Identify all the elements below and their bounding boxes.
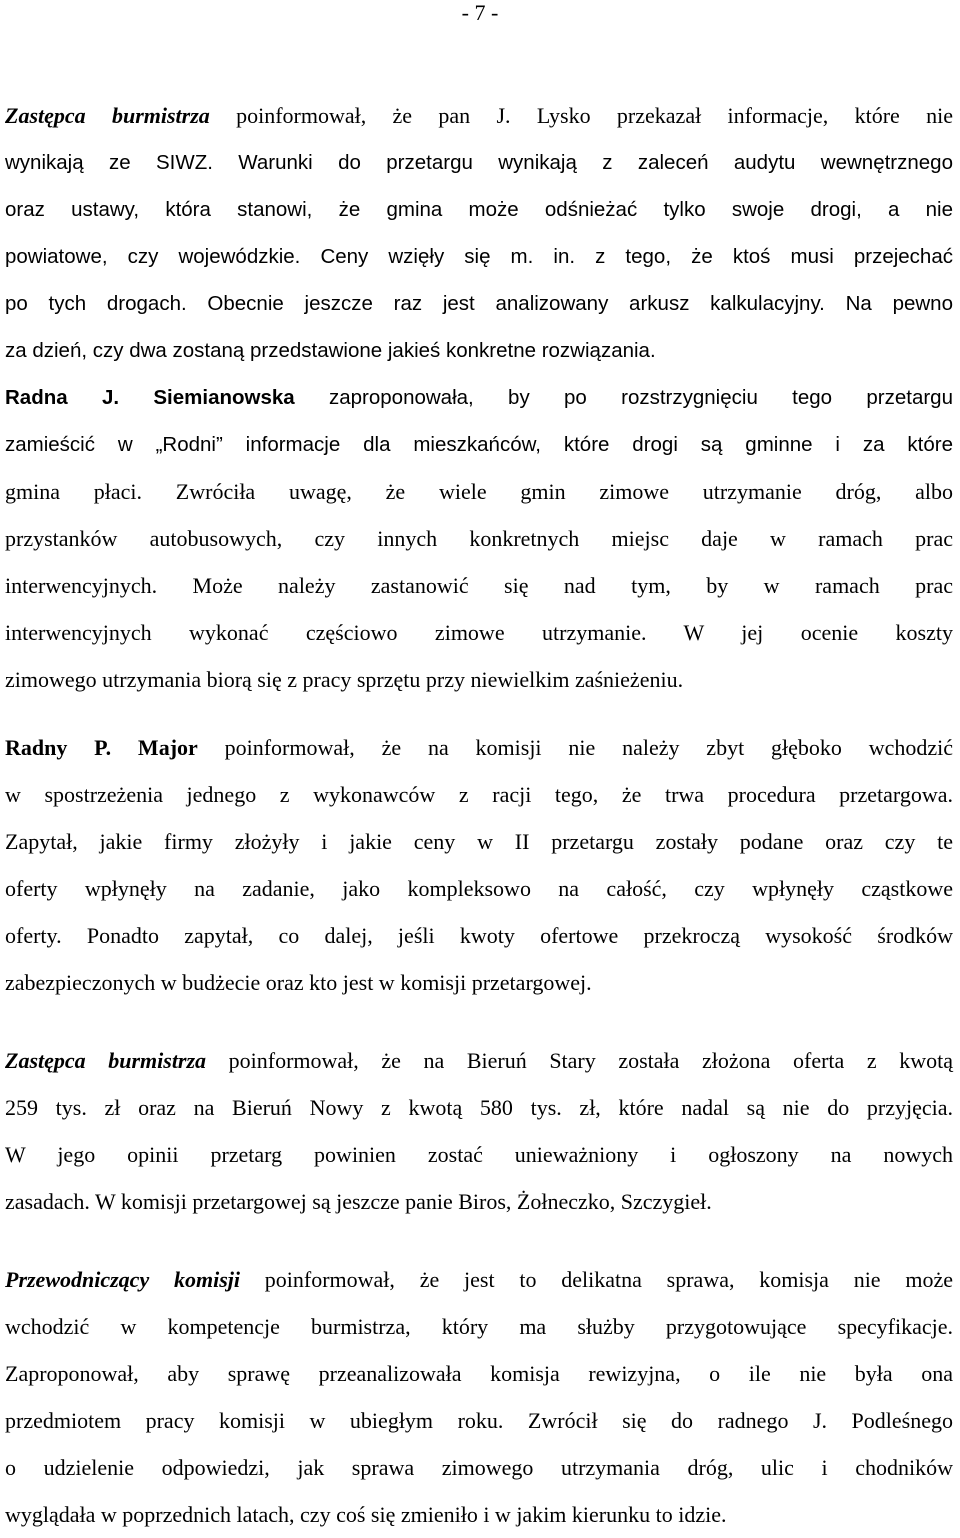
text-line: W jego opinii przetarg powinien zostać unieważniony i ogłoszony na nowych <box>5 1142 953 1167</box>
line-text: zaproponowała, by po rozstrzygnięciu tego przetargu <box>294 386 953 409</box>
text-line: za dzień, czy dwa zostaną przedstawione jakieś konkretne rozwiązania. <box>5 339 656 362</box>
text-line: oferty wpłynęły na zadanie, jako kompleksowo na całość, czy wpłynęły cząstkowe <box>5 876 953 901</box>
text-line <box>5 724 953 771</box>
paragraph-deputy-mayor-1 <box>5 92 953 703</box>
paragraph-committee-chair <box>5 1256 953 1538</box>
text-line <box>5 92 953 139</box>
speaker-name: Przewodniczący komisji <box>5 1267 240 1292</box>
line-text: poinformował, że pan J. Lysko przekazał informacje, które nie <box>209 103 953 128</box>
text-line: wchodzić w kompetencje burmistrza, który ma służby przygotowujące specyfikacje. <box>5 1314 953 1339</box>
text-line: interwencyjnych. Może należy zastanowić się nad tym, by w ramach prac <box>5 573 953 598</box>
text-line: wynikają ze SIWZ. Warunki do przetargu wynikają z zaleceń audytu wewnętrznego <box>5 151 953 174</box>
text-line: przedmiotem pracy komisji w ubiegłym roku. Zwrócił się do radnego J. Podleśnego <box>5 1408 953 1433</box>
text-line: 259 tys. zł oraz na Bieruń Nowy z kwotą 580 tys. zł, które nadal są nie do przyjęcia. <box>5 1095 953 1120</box>
line-text: poinformował, że na komisji nie należy zbyt głęboko wchodzić <box>197 735 954 760</box>
text-line: oraz ustawy, która stanowi, że gmina może odśnieżać tylko swoje drogi, a nie <box>5 198 953 221</box>
text-line <box>5 1256 953 1303</box>
paragraph-deputy-mayor-2 <box>5 1037 953 1225</box>
speaker-name: Radna J. Siemianowska <box>5 386 295 409</box>
text-line: powiatowe, czy wojewódzkie. Ceny wzięły się m. in. z tego, że ktoś musi przejechać <box>5 245 953 268</box>
text-line: zamieścić w „Rodni” informacje dla mieszkańców, które drogi są gminne i za które <box>5 433 953 456</box>
speaker-name: Zastępca burmistrza <box>5 1048 207 1073</box>
text-line: przystanków autobusowych, czy innych konkretnych miejsc daje w ramach prac <box>5 526 953 551</box>
text-line: Zapytał, jakie firmy złożyły i jakie ceny w II przetargu zostały podane oraz czy te <box>5 829 953 854</box>
line-text: poinformował, że na Bieruń Stary została złożona oferta z kwotą <box>206 1048 954 1073</box>
text-line: w spostrzeżenia jednego z wykonawców z racji tego, że trwa procedura przetargowa. <box>5 782 953 807</box>
text-line <box>5 374 953 421</box>
text-line: oferty. Ponadto zapytał, co dalej, jeśli kwoty ofertowe przekroczą wysokość środków <box>5 923 953 948</box>
text-line: zasadach. W komisji przetargowej są jeszcze panie Biros, Żołneczko, Szczygieł. <box>5 1189 712 1214</box>
text-line: wyglądała w poprzednich latach, czy coś się zmieniło i w jakim kierunku to idzie. <box>5 1502 727 1527</box>
page-number: - 7 - <box>461 0 499 25</box>
speaker-name: Zastępca burmistrza <box>5 103 210 128</box>
paragraph-councillor-major <box>5 724 953 1006</box>
text-line: po tych drogach. Obecnie jeszcze raz jest analizowany arkusz kalkulacyjny. Na pewno <box>5 292 953 315</box>
text-line: zabezpieczonych w budżecie oraz kto jest w komisji przetargowej. <box>5 970 592 995</box>
text-line: zimowego utrzymania biorą się z pracy sprzętu przy niewielkim zaśnieżeniu. <box>5 667 684 692</box>
text-line: Zaproponował, aby sprawę przeanalizowała komisja rewizyjna, o ile nie była ona <box>5 1361 953 1386</box>
text-line: o udzielenie odpowiedzi, jak sprawa zimowego utrzymania dróg, ulic i chodników <box>5 1455 953 1480</box>
line-text: poinformował, że jest to delikatna sprawa, komisja nie może <box>240 1267 953 1292</box>
text-line <box>5 1037 953 1084</box>
text-line: gmina płaci. Zwróciła uwagę, że wiele gmin zimowe utrzymanie dróg, albo <box>5 479 953 504</box>
text-line: interwencyjnych wykonać częściowo zimowe utrzymanie. W jej ocenie koszty <box>5 620 953 645</box>
speaker-name: Radny P. Major <box>5 735 198 760</box>
